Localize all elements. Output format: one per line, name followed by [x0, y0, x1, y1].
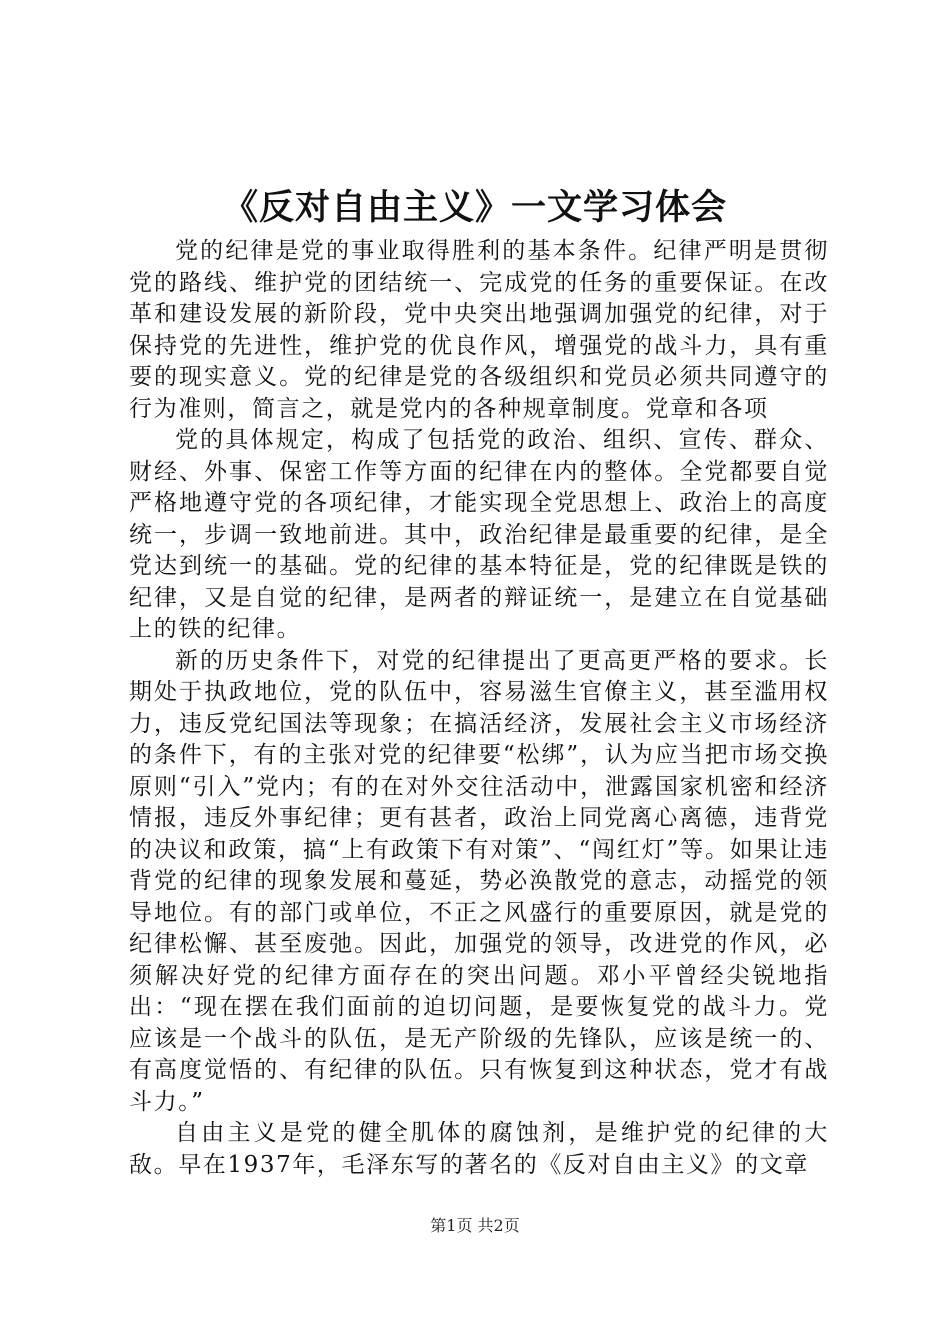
paragraph-1: 党的纪律是党的事业取得胜利的基本条件。纪律严明是贯彻党的路线、维护党的团结统一、完成党的任务的重要保证。在改革和建设发展的新阶段，党中央突出地强调加强党的纪律，对于保持党的先进性，维护党的优良作风，增强党的战斗力，具有重要的现实意义。党的纪律是党的各级组织和党员必须共同遵守的行为准则，简言之，就是党内的各种规章制度。党章和各项: [129, 238, 829, 422]
document-title: 《反对自由主义》一文学习体会: [222, 187, 727, 228]
page-footer: [0, 1214, 950, 1238]
document-body: [129, 236, 829, 1181]
paragraph-3: 新的历史条件下，对党的纪律提出了更高更严格的要求。长期处于执政地位，党的队伍中，容易滋生官僚主义，甚至滥用权力，违反党纪国法等现象；在搞活经济，发展社会主义市场经济的条件下，有的主张对党的纪律要“松绑”，认为应当把市场交换原则“引入”党内；有的在对外交往活动中，泄露国家机密和经济情报，违反外事纪律；更有甚者，政治上同党离心离德，违背党的决议和政策，搞“上有政策下有对策”、“闯红灯”等。如果让违背党的纪律的现象发展和蔓延，势必涣散党的意志，动摇党的领导地位。有的部门或单位，不正之风盛行的重要原因，就是党的纪律松懈、甚至废弛。因此，加强党的领导，改进党的作风，必须解决好党的纪律方面存在的突出问题。邓小平曾经尖锐地指出：“现在摆在我们面前的迫切问题，是要恢复党的战斗力。党应该是一个战斗的队伍，是无产阶级的先锋队，应该是统一的、有高度觉悟的、有纪律的队伍。只有恢复到这种状态，党才有战斗力。”: [129, 647, 829, 1115]
paragraph-4: 自由主义是党的健全肌体的腐蚀剂，是维护党的纪律的大敌。早在1937年，毛泽东写的著名的《反对自由主义》的文章: [129, 1120, 829, 1178]
paragraph-2: 党的具体规定，构成了包括党的政治、组织、宣传、群众、财经、外事、保密工作等方面的纪律在内的整体。全党都要自觉严格地遵守党的各项纪律，才能实现全党思想上、政治上的高度统一，步调一致地前进。其中，政治纪律是最重要的纪律，是全党达到统一的基础。党的纪律的基本特征是，党的纪律既是铁的纪律，又是自觉的纪律，是两者的辩证统一，是建立在自觉基础上的铁的纪律。: [129, 427, 829, 642]
page-indicator: 第1页 共2页: [430, 1216, 520, 1235]
